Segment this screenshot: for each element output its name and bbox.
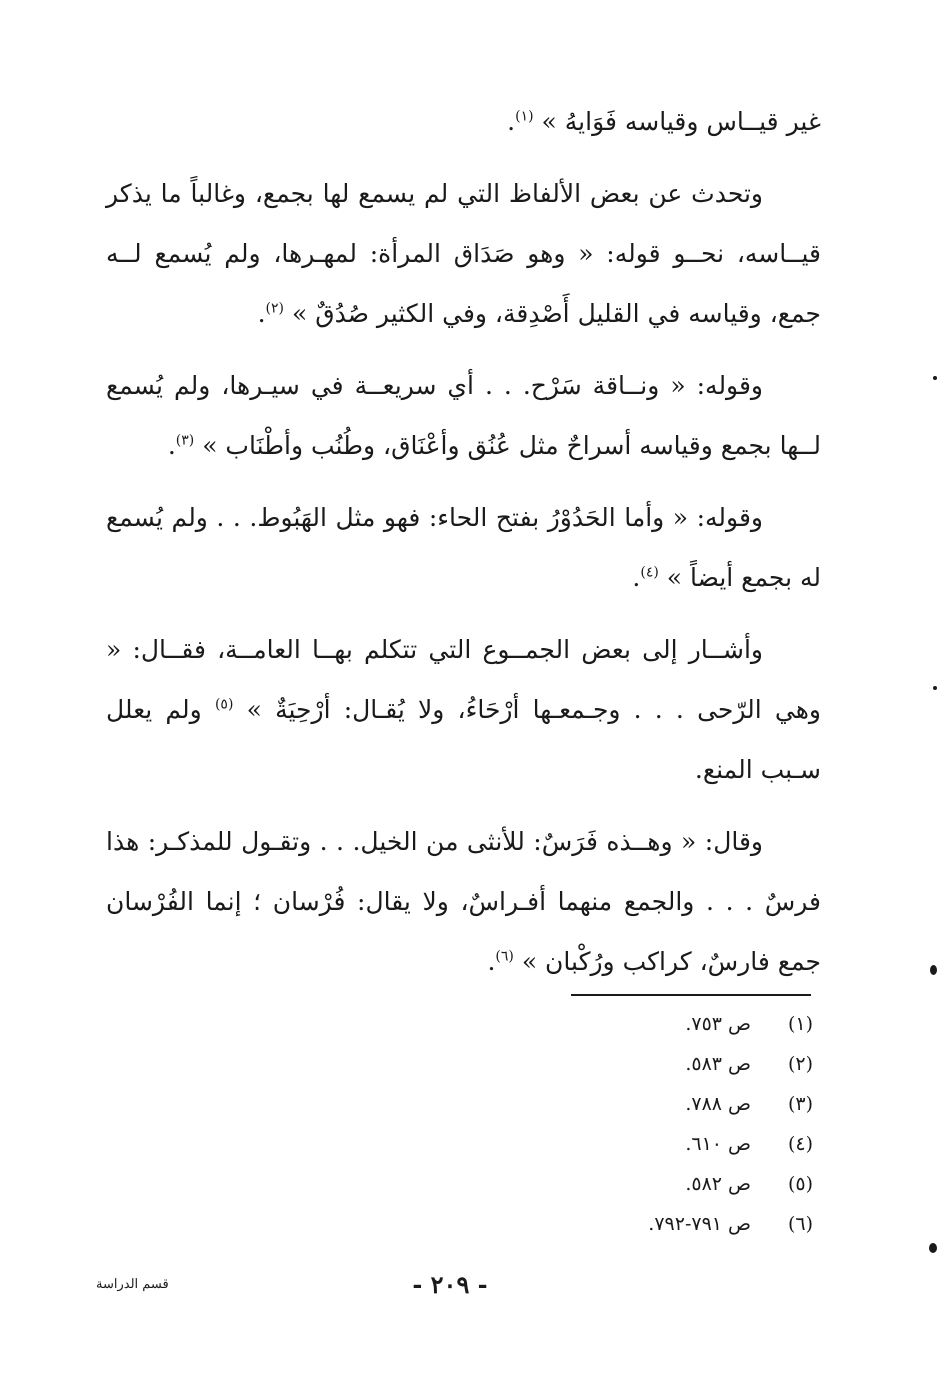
- paragraph-6: [106, 812, 821, 992]
- paragraph-text: غير قيــاس وقياسه فَوَايهُ »: [541, 107, 821, 136]
- footnote-text: ص ٧٨٨.: [685, 1093, 751, 1115]
- footnote-number: (٥): [787, 1173, 813, 1195]
- footnotes: [393, 1004, 813, 1244]
- footnote-separator: [571, 994, 811, 996]
- footnote-2: [393, 1044, 813, 1084]
- paragraph-tail: .: [632, 563, 641, 592]
- page-number: - ٢٠٩ -: [412, 1270, 488, 1299]
- paragraph-tail: .: [167, 431, 176, 460]
- paragraph-1: [106, 92, 821, 152]
- footnote-number: (١): [787, 1013, 813, 1035]
- footnote-text: ص ٥٨٢.: [685, 1173, 751, 1195]
- paragraph-text: وأشــار إلى بعض الجمــوع التي تتكلم بهــا العامــة، فقــال: « وهي الرّحى . . . وجـمعـها أرْحَاءُ، ولا يُقـال: أرْحِيَةٌ »: [106, 635, 821, 724]
- paragraph-tail: .: [257, 299, 266, 328]
- footnote-ref: (٦): [495, 948, 514, 965]
- footnote-1: [393, 1004, 813, 1044]
- footnote-ref: (٢): [265, 300, 285, 317]
- paragraph-tail: .: [507, 107, 516, 136]
- footnote-text: ص ٧٥٣.: [685, 1013, 751, 1035]
- scan-speck: [930, 965, 937, 975]
- paragraph-2: [106, 164, 821, 344]
- paragraph-text: وتحدث عن بعض الألفاظ التي لم يسمع لها بجمع، وغالباً ما يذكر قيــاسه، نحــو قوله: « وهو صَدَاق المرأة: لمهـرها، ولم يُسمع لــه جمع، وقياسه في القليل أَصْدِقة، وفي الكثير صُدُقٌ »: [106, 179, 821, 328]
- footnote-number: (٦): [787, 1213, 813, 1235]
- scan-speck: [929, 1243, 937, 1253]
- footnote-4: [393, 1124, 813, 1164]
- section-label: قسم الدراسة: [96, 1277, 169, 1292]
- paragraph-text: وقوله: « وأما الحَدُوْرُ بفتح الحاء: فهو مثل الهَبُوط. . . ولم يُسمع له بجمع أيضاً »: [106, 503, 821, 592]
- footnote-number: (٢): [787, 1053, 813, 1075]
- paragraph-tail: ولم يعلل سـبب المنع.: [106, 695, 821, 784]
- paragraph-3: [106, 356, 821, 476]
- footnote-text: ص ٦١٠.: [685, 1133, 751, 1155]
- scan-speck: [933, 686, 937, 690]
- footnote-6: [393, 1204, 813, 1244]
- paragraph-5: [106, 620, 821, 800]
- footnote-number: (٤): [787, 1133, 813, 1155]
- paragraph-4: [106, 488, 821, 608]
- paragraph-text: وقوله: « ونــاقة سَرْح. . . أي سريعــة في سيـرها، ولم يُسمع لــها بجمع وقياسه أسراحٌ مثل عُنُق وأعْنَاق، وطُنُب وأطْنَاب »: [106, 371, 821, 460]
- footnote-ref: (٣): [175, 432, 195, 449]
- body-text: [106, 92, 821, 1004]
- footnote-ref: (١): [515, 108, 534, 125]
- footnote-ref: (٤): [640, 564, 659, 581]
- footnote-text: ص ٧٩١-٧٩٢.: [648, 1213, 751, 1235]
- footnote-3: [393, 1084, 813, 1124]
- footnote-number: (٣): [787, 1093, 813, 1115]
- footnote-5: [393, 1164, 813, 1204]
- footnote-ref: (٥): [214, 696, 234, 713]
- paragraph-tail: .: [487, 947, 496, 976]
- scan-speck: [933, 376, 937, 380]
- footnote-text: ص ٥٨٣.: [685, 1053, 751, 1075]
- paragraph-text: وقال: « وهــذه فَرَسٌ: للأنثى من الخيل. . . وتقـول للمذكـر: هذا فرسٌ . . . والجمع منهما أفـراسٌ، ولا يقال: فُرْسان ؛ إنما الفُرْسان جمع فارسٌ، كراكب ورُكْبان »: [106, 827, 821, 976]
